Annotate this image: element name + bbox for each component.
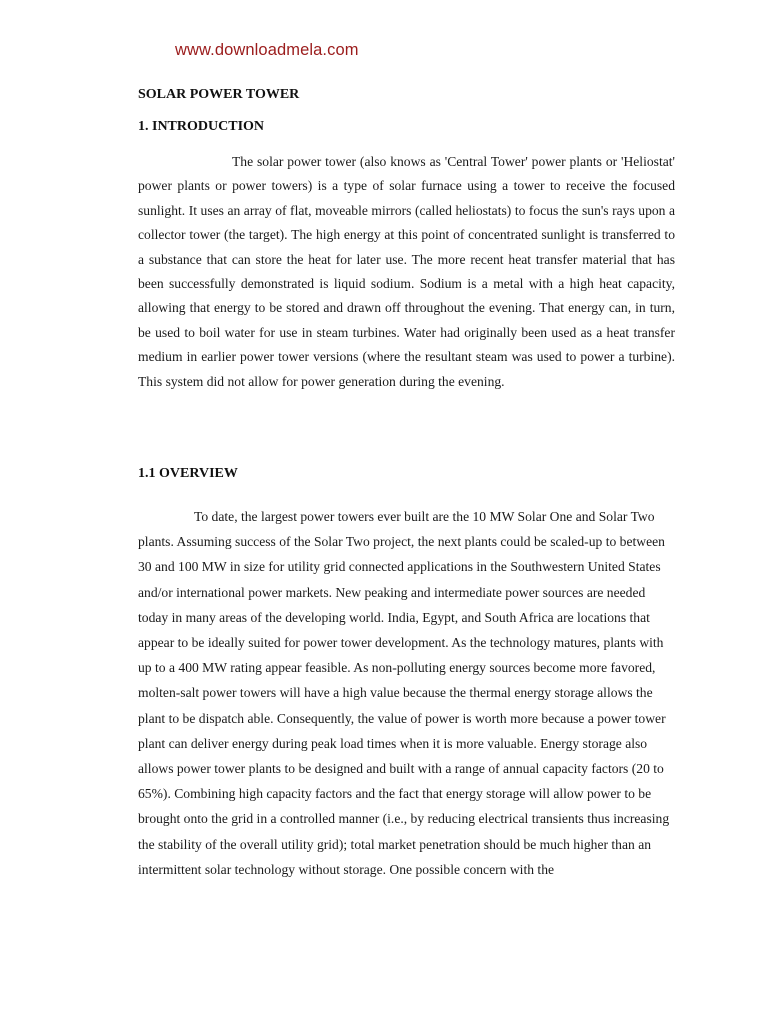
overview-paragraph: To date, the largest power towers ever built are the 10 MW Solar One and Solar Two plants. Assuming success of the Solar Two project, the next plants could be scaled-up to between 30 and 100 MW in size for utility grid connected applications in the Southwestern United States and/or international power markets. New peaking and intermediate power sources are needed today in many areas of the developing world. India, Egypt, and South Africa are locations that appear to be ideally suited for power tower development. As the technology matures, plants with up to a 400 MW rating appear feasible. As non-polluting energy sources become more favored, molten-salt power towers will have a high value because the thermal energy storage allows the plant to be dispatch able. Consequently, the value of power is worth more because a power tower plant can deliver energy during peak load times when it is more valuable. Energy storage also allows power tower plants to be designed and built with a range of annual capacity factors (20 to 65%). Combining high capacity factors and the fact that energy storage will allow power to be brought onto the grid in a controlled manner (i.e., by reducing electrical transients thus increasing the stability of the overall utility grid); total market penetration should be much higher than an intermittent solar technology without storage. One possible concern with the xyxy=(138,509,670,877)
section-heading-overview: 1.1 OVERVIEW xyxy=(138,466,238,481)
watermark-link[interactable]: www.downloadmela.com xyxy=(175,41,359,59)
introduction-paragraph: The solar power tower (also knows as 'Central Tower' power plants or 'Heliostat' power plants or power towers) is a type of solar furnace using a tower to receive the focused sunlight. It uses an array of flat, moveable mirrors (called heliostats) to focus the sun's rays upon a collector tower (the target). The high energy at this point of concentrated sunlight is transferred to a substance that can store the heat for later use. The more recent heat transfer material that has been successfully demonstrated is liquid sodium. Sodium is a metal with a high heat capacity, allowing that energy to be stored and drawn off throughout the evening. That energy can, in turn, be used to boil water for use in steam turbines. Water had originally been used as a heat transfer medium in earlier power tower versions (where the resultant steam was used to power a turbine). This system did not allow for power generation during the evening. xyxy=(138,154,675,389)
section-heading-introduction: 1. INTRODUCTION xyxy=(138,119,265,134)
document-title: SOLAR POWER TOWER xyxy=(138,87,300,102)
